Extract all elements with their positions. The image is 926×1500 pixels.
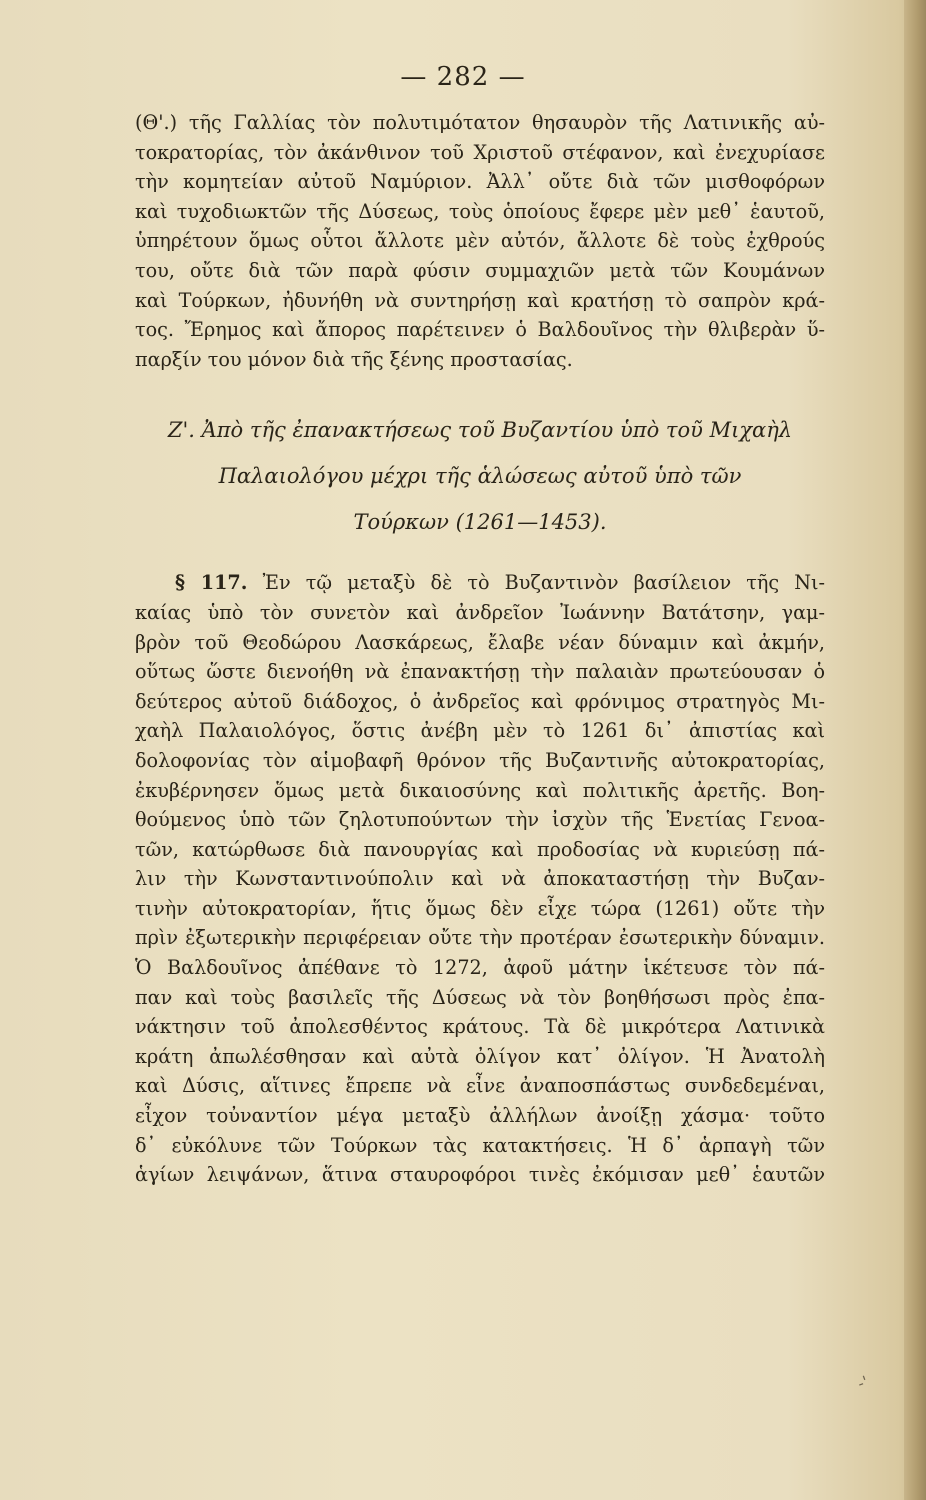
section-number: § 117. bbox=[175, 571, 248, 595]
text-line: εἶχον τοὐναντίον μέγα μεταξὺ ἀλλήλων ἀνοίξῃ χάσμα· τοῦτο bbox=[135, 1104, 825, 1128]
text-line: Ὁ Βαλδουῖνος ἀπέθανε τὸ 1272, ἀφοῦ μάτην ἱκέτευσε τὸν πά- bbox=[135, 956, 825, 980]
text-line: βρὸν τοῦ Θεοδώρου Λασκάρεως, ἔλαβε νέαν δύναμιν καὶ ἀκμήν, bbox=[135, 630, 825, 654]
text-line: καὶ τυχοδιωκτῶν τῆς Δύσεως, τοὺς ὁποίους ἔφερε μὲν μεθ᾽ ἑαυτοῦ, bbox=[135, 199, 825, 223]
text-line: Ἐν τῷ μεταξὺ δὲ τὸ Βυζαντινὸν βασίλειον τῆς Νι- bbox=[262, 571, 825, 595]
text-line: τοκρατορίας, τὸν ἀκάνθινον τοῦ Χριστοῦ στέφανον, καὶ ἐνεχυρίασε bbox=[135, 140, 825, 164]
chapter-heading bbox=[135, 410, 825, 542]
text-line: καίας ὑπὸ τὸν συνετὸν καὶ ἀνδρεῖον Ἰωάννην Βατάτσην, γαμ- bbox=[135, 600, 825, 624]
text-line: παν καὶ τοὺς βασιλεῖς τῆς Δύσεως νὰ τὸν βοηθήσωσι πρὸς ἐπα- bbox=[135, 985, 825, 1009]
page-number: — 282 — bbox=[400, 62, 526, 92]
text-line: (Θ'.) τῆς Γαλλίας τὸν πολυτιμότατον θησαυρὸν τῆς Λατινικῆς αὐ- bbox=[135, 111, 825, 134]
text-line: τινὴν αὐτοκρατορίαν, ἥτις ὅμως δὲν εἶχε τώρα (1261) οὔτε τὴν bbox=[135, 896, 825, 920]
text-line: πρὶν ἐξωτερικὴν περιφέρειαν οὔτε τὴν προτέραν ἐσωτερικὴν δύναμιν. bbox=[135, 926, 825, 950]
text-line: δεύτερος αὐτοῦ διάδοχος, ὁ ἀνδρεῖος καὶ φρόνιμος στρατηγὸς Μι- bbox=[135, 689, 825, 713]
text-line: λιν τὴν Κωνσταντινούπολιν καὶ νὰ ἀποκαταστήσῃ τὴν Βυζαν- bbox=[135, 867, 825, 891]
text-line: καὶ Τούρκων, ἠδυνήθη νὰ συντηρήσῃ καὶ κρατήσῃ τὸ σαπρὸν κρά- bbox=[135, 288, 825, 312]
text-line: τῶν, κατώρθωσε διὰ πανουργίας καὶ προδοσίας νὰ κυριεύσῃ πά- bbox=[135, 837, 825, 861]
book-binding-edge bbox=[904, 0, 926, 1500]
text-line: δ᾽ εὐκόλυνε τῶν Τούρκων τὰς κατακτήσεις. Ἡ δ᾽ ἁρπαγὴ τῶν bbox=[135, 1133, 825, 1157]
text-line: θούμενος ὑπὸ τῶν ζηλοτυπούντων τὴν ἰσχὺν τῆς Ἑνετίας Γενοα- bbox=[135, 808, 825, 832]
text-line: τος. Ἔρημος καὶ ἄπορος παρέτεινεν ὁ Βαλδουῖνος τὴν θλιβερὰν ὕ- bbox=[135, 318, 825, 342]
heading-line: Ζ'. Ἀπὸ τῆς ἐπανακτήσεως τοῦ Βυζαντίου ὑπὸ τοῦ Μιχαὴλ bbox=[167, 418, 793, 443]
paragraph-section-117 bbox=[135, 568, 825, 1189]
paragraph-continued bbox=[135, 108, 825, 374]
text-line: παρξίν του μόνον διὰ τῆς ξένης προστασίας. bbox=[135, 347, 573, 371]
heading-line: Παλαιολόγου μέχρι τῆς ἁλώσεως αὐτοῦ ὑπὸ τῶν bbox=[218, 464, 742, 489]
text-line: ἐκυβέρνησεν ὅμως μετὰ δικαιοσύνης καὶ πολιτικῆς ἀρετῆς. Βοη- bbox=[135, 778, 825, 802]
text-line-first bbox=[135, 568, 825, 598]
text-line: οὕτως ὥστε διενοήθη νὰ ἐπανακτήσῃ τὴν παλαιὰν πρωτεύουσαν ὁ bbox=[135, 660, 825, 684]
text-block bbox=[135, 108, 825, 1190]
text-line: τὴν κομητείαν αὐτοῦ Ναμύριον. Ἀλλ᾽ οὔτε διὰ τῶν μισθοφόρων bbox=[135, 170, 825, 194]
text-line: ὑπηρέτουν ὅμως οὗτοι ἄλλοτε μὲν αὐτόν, ἄλλοτε δὲ τοὺς ἐχθρούς bbox=[135, 229, 825, 253]
text-line: νάκτησιν τοῦ ἀπολεσθέντος κράτους. Τὰ δὲ μικρότερα Λατινικὰ bbox=[135, 1015, 825, 1039]
text-line: ἁγίων λειψάνων, ἅτινα σταυροφόροι τινὲς ἐκόμισαν μεθ᾽ ἑαυτῶν bbox=[135, 1163, 825, 1187]
text-line: κράτη ἀπωλέσθησαν καὶ αὐτὰ ὀλίγον κατ᾽ ὀλίγον. Ἡ Ἀνατολὴ bbox=[135, 1044, 825, 1068]
text-line: χαὴλ Παλαιολόγος, ὅστις ἀνέβη μὲν τὸ 1261 δι᾽ ἀπιστίας καὶ bbox=[135, 719, 825, 743]
pencil-mark: -' bbox=[855, 1371, 871, 1394]
heading-line: Τούρκων (1261—1453). bbox=[353, 510, 607, 535]
text-line: του, οὔτε διὰ τῶν παρὰ φύσιν συμμαχιῶν μετὰ τῶν Κουμάνων bbox=[135, 258, 825, 282]
text-line: καὶ Δύσις, αἵτινες ἔπρεπε νὰ εἶνε ἀναποσπάστως συνδεδεμέναι, bbox=[135, 1074, 825, 1098]
text-line: δολοφονίας τὸν αἱμοβαφῆ θρόνον τῆς Βυζαντινῆς αὐτοκρατορίας, bbox=[135, 748, 825, 772]
